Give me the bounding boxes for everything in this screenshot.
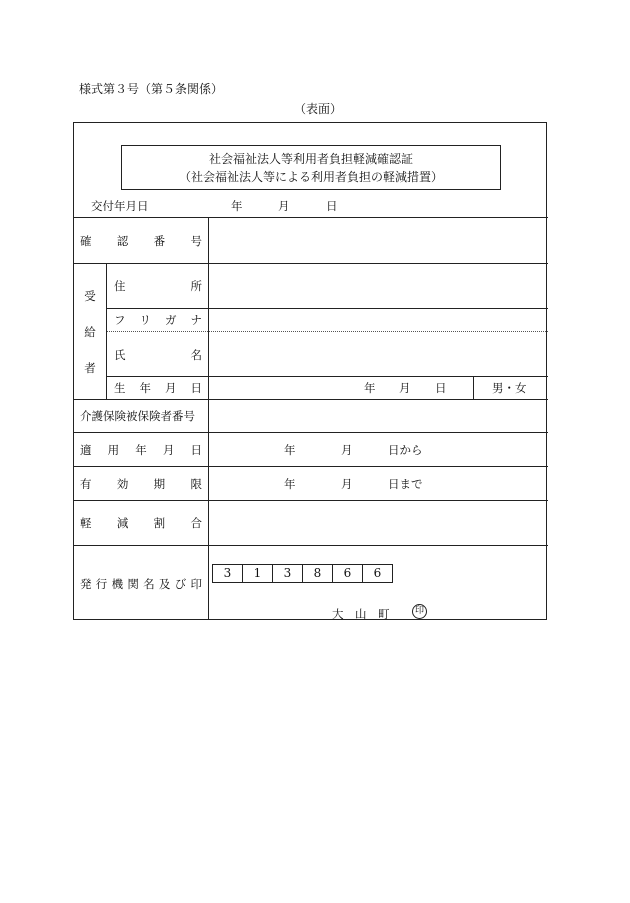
birth-month-unit: 月	[399, 381, 411, 395]
reduction-ratio-label: 軽 減 割 合	[80, 516, 202, 530]
birth-date-label: 生 年 月 日	[114, 381, 202, 395]
expiry-day-unit: 日まで	[388, 477, 423, 491]
gender-divider	[473, 376, 474, 399]
insured-number-label: 介護保険被保険者番号	[80, 409, 195, 423]
divider	[74, 500, 548, 501]
code-digit: 1	[242, 564, 273, 583]
birth-day-unit: 日	[435, 381, 447, 395]
code-digit: 6	[332, 564, 363, 583]
divider	[74, 263, 548, 264]
issue-year-unit: 年	[231, 199, 243, 213]
divider	[74, 432, 548, 433]
birth-year-unit: 年	[364, 381, 376, 395]
divider	[74, 217, 548, 218]
divider	[74, 545, 548, 546]
issue-day-unit: 日	[326, 199, 338, 213]
recipient-label: 受 給 者	[84, 289, 96, 375]
code-digit: 3	[272, 564, 303, 583]
certificate-title-box	[121, 145, 501, 190]
divider	[74, 399, 548, 400]
code-digit: 6	[362, 564, 393, 583]
side-label: （表面）	[294, 102, 343, 116]
code-digit: 3	[212, 564, 243, 583]
column-divider	[208, 217, 209, 620]
issue-month-unit: 月	[278, 199, 290, 213]
expiry-month-unit: 月	[341, 477, 353, 491]
expiry-year-unit: 年	[284, 477, 296, 491]
certificate-subtitle: （社会福祉法人等による利用者負担の軽減措置）	[178, 169, 443, 184]
issuer-label: 発 行 機 関 名 及 び 印	[80, 577, 202, 591]
confirm-number-label: 確 認 番 号	[80, 234, 202, 248]
certificate-title: 社会福祉法人等利用者負担軽減確認証	[208, 151, 413, 166]
certificate-frame	[73, 122, 547, 620]
form-number: 様式第３号（第５条関係）	[79, 82, 224, 96]
divider	[106, 376, 548, 377]
seal-mark: 印	[412, 604, 427, 619]
apply-month-unit: 月	[341, 443, 353, 457]
expiry-label: 有 効 期 限	[80, 477, 202, 491]
code-digit: 8	[302, 564, 333, 583]
divider	[106, 308, 548, 309]
divider	[74, 466, 548, 467]
gender-options: 男・女	[492, 381, 527, 395]
apply-date-label: 適 用 年 月 日	[80, 443, 202, 457]
apply-year-unit: 年	[284, 443, 296, 457]
name-label: 氏 名	[114, 348, 202, 362]
recipient-column-divider	[106, 263, 107, 399]
issue-date-label: 交付年月日	[91, 199, 149, 213]
furigana-label: フ リ ガ ナ	[114, 313, 202, 327]
issuer-code-boxes	[213, 564, 393, 583]
issuer-town-name: 大 山 町	[332, 607, 390, 621]
apply-day-unit: 日から	[388, 443, 423, 457]
address-label: 住 所	[114, 279, 202, 293]
furigana-dotted-line	[106, 331, 548, 332]
